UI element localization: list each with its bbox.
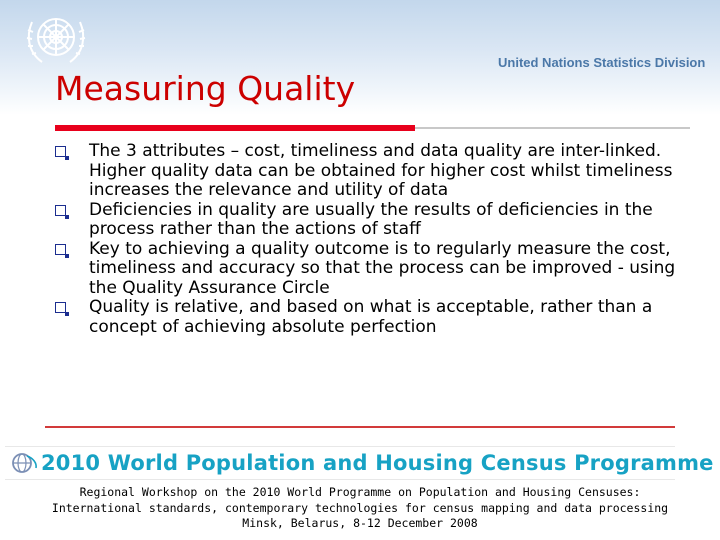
footer-line: International standards, contemporary technologies for census mapping and data processing: [51, 500, 669, 515]
footer: [0, 485, 720, 532]
bullet-text: Quality is relative, and based on what is acceptable, rather than a concept of achieving absolute perfection: [89, 297, 653, 337]
bullet-text: Deficiencies in quality are usually the results of deficiencies in the process rather than the actions of staff: [89, 199, 653, 239]
un-emblem-icon: [20, 8, 92, 70]
census-globe-icon: [9, 451, 39, 475]
square-bullet-icon: [55, 205, 66, 216]
bullet-item: [55, 240, 695, 299]
title-rule: [415, 127, 690, 129]
division-name: United Nations Statistics Division: [498, 55, 706, 70]
title-underline: [55, 125, 415, 131]
census-programme-title: 2010 World Population and Housing Census Programme: [41, 451, 714, 475]
bullet-list: [55, 142, 695, 337]
square-bullet-icon: [55, 146, 66, 157]
section-divider: [45, 426, 675, 428]
bullet-item: [55, 142, 695, 201]
slide-title: Measuring Quality: [55, 69, 356, 108]
square-bullet-icon: [55, 244, 66, 255]
square-bullet-icon: [55, 302, 66, 313]
census-banner: [5, 446, 714, 480]
bullet-item: [55, 201, 695, 240]
footer-line: Minsk, Belarus, 8-12 December 2008: [242, 516, 478, 530]
bullet-text: Key to achieving a quality outcome is to regularly measure the cost, timeliness and accuracy so that the process can be improved - using the Quality Assurance Circle: [89, 238, 676, 298]
bullet-text: The 3 attributes – cost, timeliness and data quality are inter-linked. Higher quality data can be obtained for higher cost whilst timeliness increases the relevance and utility of data: [89, 141, 673, 200]
bullet-item: [55, 298, 695, 337]
footer-line: Regional Workshop on the 2010 World Programme on Population and Housing Censuses:: [79, 485, 641, 499]
